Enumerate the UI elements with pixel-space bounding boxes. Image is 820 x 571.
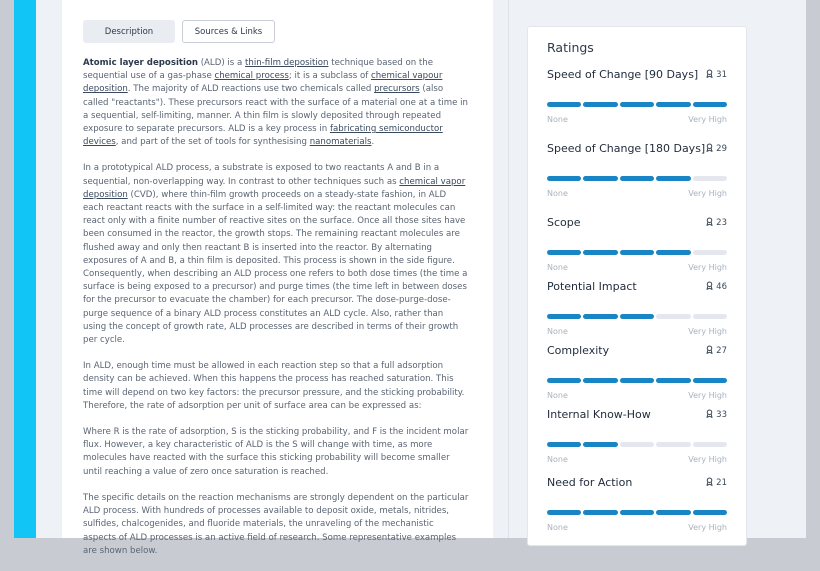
article-body — [83, 57, 469, 571]
article-paragraph — [83, 57, 469, 149]
article-text: . The majority of ALD reactions use two chemicals called — [127, 84, 375, 95]
rating-name: Scope — [547, 216, 581, 229]
rating-bar-segment — [620, 510, 654, 515]
rating-bar-segment — [656, 314, 690, 319]
rating-count — [705, 345, 727, 357]
app-frame — [14, 0, 806, 556]
link-fabricating-semiconductor-devices[interactable]: fabricating semiconductor devices — [83, 124, 443, 148]
award-icon — [705, 217, 714, 229]
accent-bar — [14, 0, 36, 538]
rating-name: Internal Know-How — [547, 408, 651, 421]
rating-bar-segment — [583, 314, 617, 319]
rating-bar-segment — [693, 442, 727, 447]
link-chemical-process[interactable]: chemical process — [214, 71, 289, 82]
rating-bar-segment — [656, 250, 690, 255]
scale-low-label: None — [547, 189, 568, 198]
rating-count-value: 23 — [716, 218, 727, 228]
scale-high-label: Very High — [688, 263, 727, 272]
scale-low-label: None — [547, 327, 568, 336]
link-chemical-vapor-deposition[interactable]: chemical vapor deposition — [83, 176, 466, 200]
article-text: The specific details on the reaction mechanisms are strongly dependent on the particular ALD process. With hundreds of processes available to deposit oxide, metals, nitrides, sulfides, chalcogenides, and fluoride materials, the unraveling of the mechanistic aspects of ALD processes is an active field of research. Some representative examples are shown below. — [83, 492, 469, 556]
award-icon — [705, 345, 714, 357]
tab-description[interactable]: Description — [83, 20, 175, 43]
rating-name: Speed of Change [90 Days] — [547, 68, 699, 81]
rating-bar-segment — [547, 314, 581, 319]
article-term: Atomic layer deposition — [83, 58, 198, 68]
main-content — [62, 0, 493, 556]
rating-bar-segment — [583, 250, 617, 255]
rating-bar-segment — [620, 378, 654, 383]
scale-high-label: Very High — [688, 455, 727, 464]
rating-bar-segment — [547, 442, 581, 447]
article-text: (also called "reactants"). These precursors react with the surface of a material one at a time in a sequential, self-limiting, manner. A thin film is slowly deposited through repeated exposure to separate precursors. ALD is a key process in — [83, 84, 468, 135]
link-thin-film-deposition[interactable]: thin-film deposition — [245, 58, 329, 68]
article-text: ; it is a subclass of — [288, 71, 371, 82]
rating-count-value: 21 — [716, 478, 727, 488]
article-paragraph — [83, 492, 469, 558]
rating-bar-segment — [583, 176, 617, 181]
rating-count — [705, 143, 727, 155]
scale-low-label: None — [547, 263, 568, 272]
ratings-title: Ratings — [547, 40, 594, 55]
rating-bar — [547, 102, 727, 107]
article-text: , and part of the set of tools for synthesising — [115, 137, 310, 148]
rating-count-value: 27 — [716, 346, 727, 356]
rating-bar-segment — [583, 510, 617, 515]
scale-high-label: Very High — [688, 115, 727, 124]
scale-low-label: None — [547, 523, 568, 532]
scale-low-label: None — [547, 391, 568, 400]
link-nanomaterials[interactable]: nanomaterials — [309, 137, 372, 148]
article-text: technique based on the sequential use of a gas-phase — [83, 58, 433, 82]
scale-high-label: Very High — [688, 189, 727, 198]
rating-bar-segment — [656, 102, 690, 107]
rating-count-value: 46 — [716, 282, 727, 292]
rating-bar-segment — [547, 250, 581, 255]
article-paragraph — [83, 360, 469, 413]
rating-bar-segment — [693, 176, 727, 181]
rating-count-value: 33 — [716, 410, 727, 420]
award-icon — [705, 409, 714, 421]
rating-bar-segment — [583, 378, 617, 383]
tab-bar — [83, 20, 275, 43]
rating-bar-segment — [693, 314, 727, 319]
rating-bar-segment — [583, 102, 617, 107]
article-text: In a prototypical ALD process, a substrate is exposed to two reactants A and B in a sequential, non-overlapping way. In contrast to other techniques such as — [83, 163, 440, 187]
sidebar — [508, 0, 806, 538]
rating-bar-segment — [620, 314, 654, 319]
scale-low-label: None — [547, 455, 568, 464]
rating-bar-segment — [620, 442, 654, 447]
rating-bar-segment — [656, 510, 690, 515]
rating-count — [705, 409, 727, 421]
rating-bar-segment — [547, 378, 581, 383]
article-text: (CVD), where thin-film growth proceeds on a steady-state fashion, in ALD each reactant reacts with the surface in a self-limited way: the reactant molecules can react only with a finite number of reactive sites on the surface. Once all those sites have been consumed in the reactor, the growth stops. The remaining reactant molecules are flushed away and only then reactant B is inserted into the reactor. By alternating exposures of A and B, a thin film is deposited. This process is shown in the side figure. Consequently, when describing an ALD process one refers to both dose times (the time a surface is being exposed to a precursor) and purge times (the time left in between doses for the precursor to evacuate the chamber) for each precursor. The dose-purge-dose-purge sequence of a binary ALD process constitutes an ALD cycle. Also, rather than using the concept of growth rate, ALD processes are described in terms of their growth per cycle. — [83, 189, 468, 346]
rating-bar-segment — [620, 250, 654, 255]
rating-bar-segment — [693, 378, 727, 383]
link-chemical-vapour-deposition[interactable]: chemical vapour deposition — [83, 71, 443, 95]
rating-count — [705, 281, 727, 293]
rating-bar — [547, 510, 727, 515]
article-paragraph — [83, 162, 469, 347]
rating-count-value: 31 — [716, 70, 727, 80]
rating-bar-segment — [547, 176, 581, 181]
rating-bar — [547, 176, 727, 181]
award-icon — [705, 143, 714, 155]
rating-count — [705, 69, 727, 81]
rating-name: Complexity — [547, 344, 610, 357]
rating-count — [705, 477, 727, 489]
article-text: In ALD, enough time must be allowed in each reaction step so that a full adsorption density can be achieved. When this happens the process has reached saturation. This time will depend on two key factors: the precursor pressure, and the sticking probability. Therefore, the rate of adsorption per unit of surface area can be expressed as: — [83, 361, 465, 411]
ratings-card — [527, 26, 747, 546]
rating-bar — [547, 250, 727, 255]
award-icon — [705, 281, 714, 293]
scale-high-label: Very High — [688, 327, 727, 336]
rating-bar-segment — [547, 510, 581, 515]
article-text: (ALD) is a — [197, 58, 246, 68]
rating-bar-segment — [583, 442, 617, 447]
award-icon — [705, 477, 714, 489]
article-text: Where R is the rate of adsorption, S is the sticking probability, and F is the incident molar flux. However, a key characteristic of ALD is the S will change with time, as more molecules have reacted with the surface this sticking probability will become smaller until reaching a value of zero once saturation is reached. — [83, 427, 469, 477]
scale-low-label: None — [547, 115, 568, 124]
rating-bar-segment — [656, 176, 690, 181]
rating-bar-segment — [620, 102, 654, 107]
article-text: . — [371, 137, 375, 148]
tab-sources-links[interactable]: Sources & Links — [182, 20, 275, 43]
rating-name: Potential Impact — [547, 280, 637, 293]
link-precursors[interactable]: precursors — [374, 84, 420, 95]
rating-bar-segment — [693, 510, 727, 515]
rating-count — [705, 217, 727, 229]
award-icon — [705, 69, 714, 81]
scale-high-label: Very High — [688, 391, 727, 400]
rating-bar-segment — [693, 102, 727, 107]
rating-bar-segment — [693, 250, 727, 255]
rating-bar — [547, 378, 727, 383]
rating-bar — [547, 314, 727, 319]
article-paragraph — [83, 426, 469, 479]
rating-count-value: 29 — [716, 144, 727, 154]
scale-high-label: Very High — [688, 523, 727, 532]
rating-bar-segment — [547, 102, 581, 107]
rating-bar — [547, 442, 727, 447]
rating-bar-segment — [656, 442, 690, 447]
rating-name: Speed of Change [180 Days] — [547, 142, 706, 155]
rating-bar-segment — [620, 176, 654, 181]
rating-name: Need for Action — [547, 476, 633, 489]
rating-bar-segment — [656, 378, 690, 383]
